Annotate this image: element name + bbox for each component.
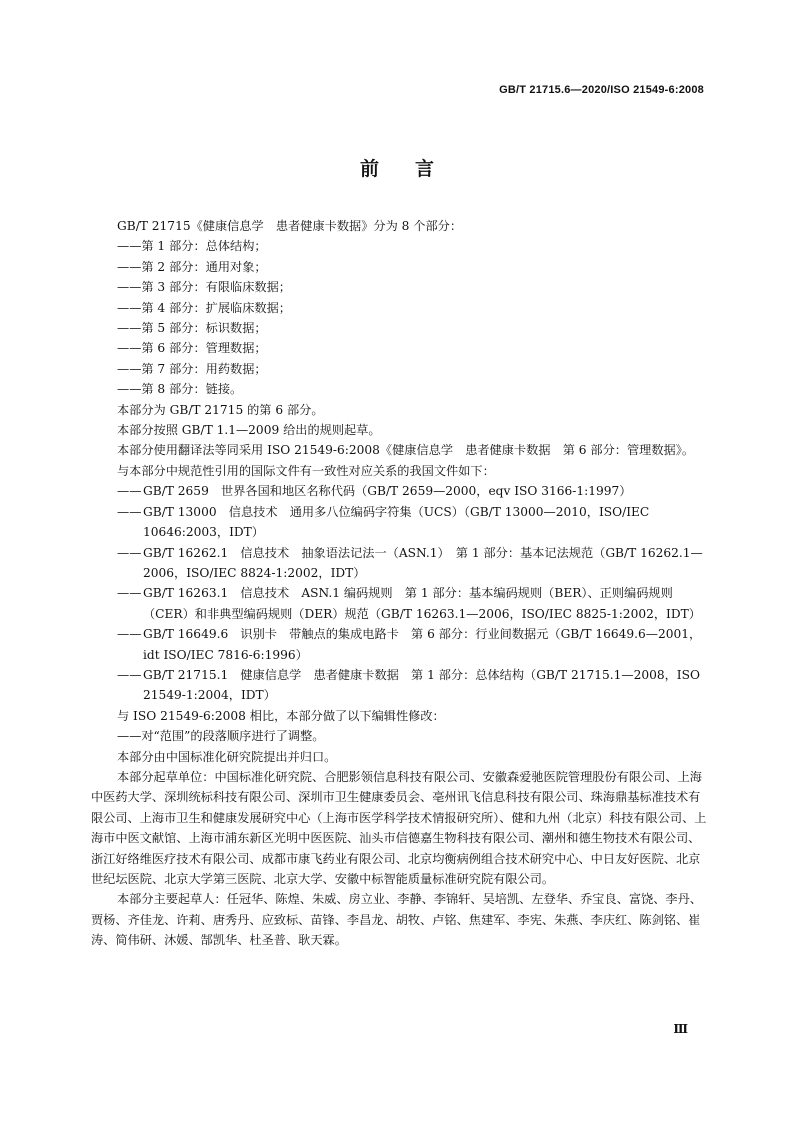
reference-text: GB/T 16649.6 识别卡 带触点的集成电路卡 第 6 部分：行业间数据元（GB/T 16649.6—2001，idt ISO/IEC 7816-6:1996）: [143, 627, 702, 662]
reference-text: GB/T 16263.1 信息技术 ASN.1 编码规则 第 1 部分：基本编码规则（BER）、正则编码规则（CER）和非典型编码规则（DER）规范（GB/T 16263.1—2006，ISO/IEC 8825-1:2002，IDT）: [143, 586, 701, 621]
reference-item: [117, 665, 707, 706]
dash-mark: ——: [117, 627, 142, 642]
drafters-paragraph: 本部分主要起草人：任冠华、陈煌、朱威、房立业、李静、李锦轩、吴培凯、左登华、乔宝良、富饶、李丹、贾杨、齐佳龙、许莉、唐秀丹、应致标、苗锋、李昌龙、胡牧、卢铭、焦建军、李宪、朱燕、李庆红、陈剑铭、崔涛、简伟研、沐媛、郜凯华、杜圣普、耿天霖。: [91, 892, 702, 948]
part-item: ——第 3 部分：有限临床数据；: [117, 280, 291, 295]
reference-text: GB/T 13000 信息技术 通用多八位编码字符集（UCS）（GB/T 13000—2010，ISO/IEC 10646:2003，IDT）: [143, 504, 650, 540]
reference-text: GB/T 2659 世界各国和地区名称代码（GB/T 2659—2000，eqv ISO 3166-1:1997）: [143, 484, 632, 499]
consistency-paragraph: 与本部分中规范性引用的国际文件有一致性对应关系的我国文件如下：: [117, 463, 495, 478]
proposed-paragraph: 本部分由中国标准化研究院提出并归口。: [117, 749, 337, 764]
part-item: ——第 8 部分：链接。: [117, 382, 243, 397]
changes-paragraph: 与 ISO 21549-6:2008 相比，本部分做了以下编辑性修改：: [117, 708, 445, 723]
reference-item: [117, 481, 707, 501]
foreword-body: [91, 216, 707, 951]
reference-text: GB/T 21715.1 健康信息学 患者健康卡数据 第 1 部分：总体结构（GB/T 21715.1—2008，ISO 21549-1:2004，IDT）: [143, 667, 700, 703]
part-item: ——第 1 部分：总体结构；: [117, 239, 267, 254]
part-item: ——第 2 部分：通用对象；: [117, 259, 267, 274]
part-item: ——第 5 部分：标识数据；: [117, 321, 267, 336]
reference-item: [117, 502, 707, 543]
standard-code-header: GB/T 21715.6—2020/ISO 21549-6:2008: [499, 84, 704, 96]
translation-paragraph: 本部分使用翻译法等同采用 ISO 21549-6:2008《健康信息学 患者健康卡数据 第 6 部分：管理数据》。: [117, 443, 695, 458]
part-item: ——第 4 部分：扩展临床数据；: [117, 300, 291, 315]
drafting-units-paragraph: 本部分起草单位：中国标准化研究院、合肥影领信息科技有限公司、安徽森爱驰医院管理股份有限公司、上海中医药大学、深圳统标科技有限公司、深圳市卫生健康委员会、亳州讯飞信息科技有限公司、珠海鼎基标准技术有限公司、上海市卫生和健康发展研究中心（上海市医学科学技术情报研究所）、健和九州（北京）科技有限公司、上海市中医文献馆、上海市浦东新区光明中医医院、汕头市信德嘉生物科技有限公司、潮州和德生物技术有限公司、浙江好络维医疗技术有限公司、成都市康飞药业有限公司、北京均衡病例组合技术研究中心、中日友好医院、北京世纪坛医院、北京大学第三医院、北京大学、安徽中标智能质量标准研究院有限公司。: [91, 769, 707, 886]
part-item: ——第 6 部分：管理数据；: [117, 341, 267, 356]
rules-paragraph: 本部分按照 GB/T 1.1—2009 给出的规则起草。: [117, 423, 381, 438]
part6-paragraph: 本部分为 GB/T 21715 的第 6 部分。: [117, 402, 324, 417]
dash-mark: ——: [117, 484, 142, 499]
intro-paragraph: GB/T 21715《健康信息学 患者健康卡数据》分为 8 个部分：: [117, 219, 463, 233]
change-item: ——对“范围”的段落顺序进行了调整。: [117, 729, 325, 744]
dash-mark: ——: [117, 504, 142, 519]
reference-item: [117, 543, 707, 584]
reference-text: GB/T 16262.1 信息技术 抽象语法记法一（ASN.1） 第 1 部分：基本记法规范（GB/T 16262.1—2006，ISO/IEC 8824-1:2002，IDT）: [143, 545, 703, 580]
dash-mark: ——: [117, 545, 142, 560]
reference-item: [117, 624, 707, 665]
part-item: ——第 7 部分：用药数据；: [117, 361, 267, 376]
reference-item: [117, 583, 707, 624]
page-number: Ⅲ: [673, 1022, 688, 1036]
dash-mark: ——: [117, 667, 142, 682]
page-title: 前言: [359, 158, 470, 180]
dash-mark: ——: [117, 586, 142, 601]
